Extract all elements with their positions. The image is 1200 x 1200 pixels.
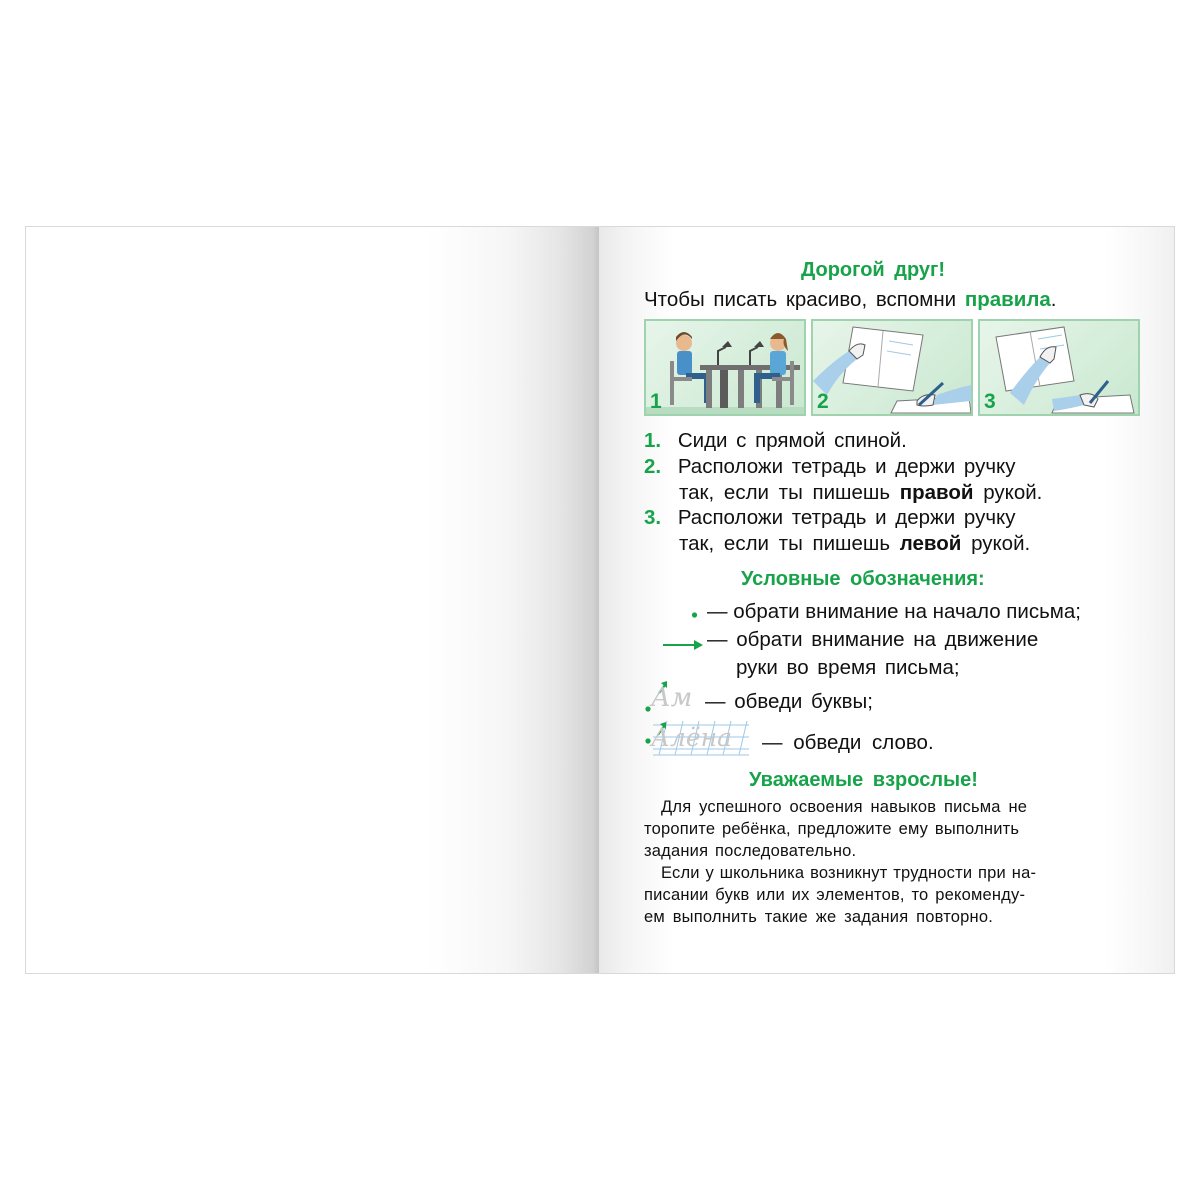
illustration-panel-3: [978, 319, 1140, 416]
rule-3-line2: [679, 532, 1030, 556]
rule-1-text: Сиди с прямой спиной.: [677, 429, 907, 452]
rule-3: [644, 506, 1015, 530]
intro-line: [644, 288, 1056, 312]
sitting-children-illustration: [646, 321, 804, 414]
adults-line-2: торопите ребёнка, предложите ему выполнить: [644, 820, 1020, 838]
adults-line-1: Для успешного освоения навыков письма не: [661, 798, 1028, 816]
rule-1: [644, 429, 907, 453]
adults-line-6: ем выполнить такие же задания повторно.: [644, 908, 994, 926]
heading-adults: Уважаемые взрослые!: [749, 769, 978, 791]
trace-word-sample: [645, 717, 755, 761]
intro-prefix: Чтобы писать красиво, вспомни: [644, 288, 957, 311]
legend-direction-text: — обрати внимание на движение: [707, 628, 1039, 651]
illustration-panel-2: [811, 319, 973, 416]
adults-line-5: писании букв или их элементов, то рекоменду-: [644, 886, 1026, 904]
direction-arrow-icon: [661, 638, 705, 656]
rule-2-line1: Расположи тетрадь и держи ручку: [677, 455, 1016, 478]
illustration-panel-1: [644, 319, 806, 416]
rule-2-number: 2.: [644, 455, 662, 478]
start-dot-icon: [691, 606, 699, 614]
copybook-spread: [25, 226, 1175, 974]
adults-line-4: Если у школьника возникнут трудности при на-: [661, 864, 1037, 882]
legend-trace-word-text: — обведи слово.: [762, 731, 934, 754]
intro-rules-word: правила: [964, 288, 1051, 311]
legend-title: Условные обозначения:: [741, 568, 985, 590]
intro-period: .: [1050, 288, 1057, 311]
left-page-blank: [26, 227, 599, 973]
rule-3-number: 3.: [644, 506, 662, 529]
rule-3-line1: Расположи тетрадь и держи ручку: [677, 506, 1016, 529]
panel-number-2: 2: [817, 390, 829, 413]
rule-1-number: 1.: [644, 429, 662, 452]
heading-dear-friend: Дорогой друг!: [801, 259, 946, 281]
rule-2-bold-word: правой: [899, 481, 974, 504]
legend-start-text: — обрати внимание на начало письма;: [707, 600, 1081, 623]
panel-number-1: 1: [650, 390, 662, 413]
rule-2-line2-post: рукой.: [983, 481, 1043, 504]
trace-letters-sample: [645, 677, 701, 721]
panel-number-3: 3: [984, 390, 996, 413]
trace-letters-sample-text: Ам: [651, 683, 693, 713]
trace-word-sample-text: Алёна: [651, 723, 733, 752]
left-hand-notebook-illustration: [980, 321, 1138, 414]
right-page: [599, 227, 1174, 973]
rule-3-bold-word: левой: [899, 532, 962, 555]
right-hand-notebook-illustration: [813, 321, 971, 414]
rule-3-line2-post: рукой.: [971, 532, 1031, 555]
rule-2: [644, 455, 1015, 479]
rule-2-line2-pre: так, если ты пишешь: [679, 481, 891, 504]
rule-2-line2: [679, 481, 1042, 505]
legend-direction-text-2: руки во время письма;: [736, 656, 960, 679]
legend-trace-letters-text: — обведи буквы;: [705, 690, 873, 713]
rule-3-line2-pre: так, если ты пишешь: [679, 532, 891, 555]
adults-line-3: задания последовательно.: [644, 842, 857, 860]
